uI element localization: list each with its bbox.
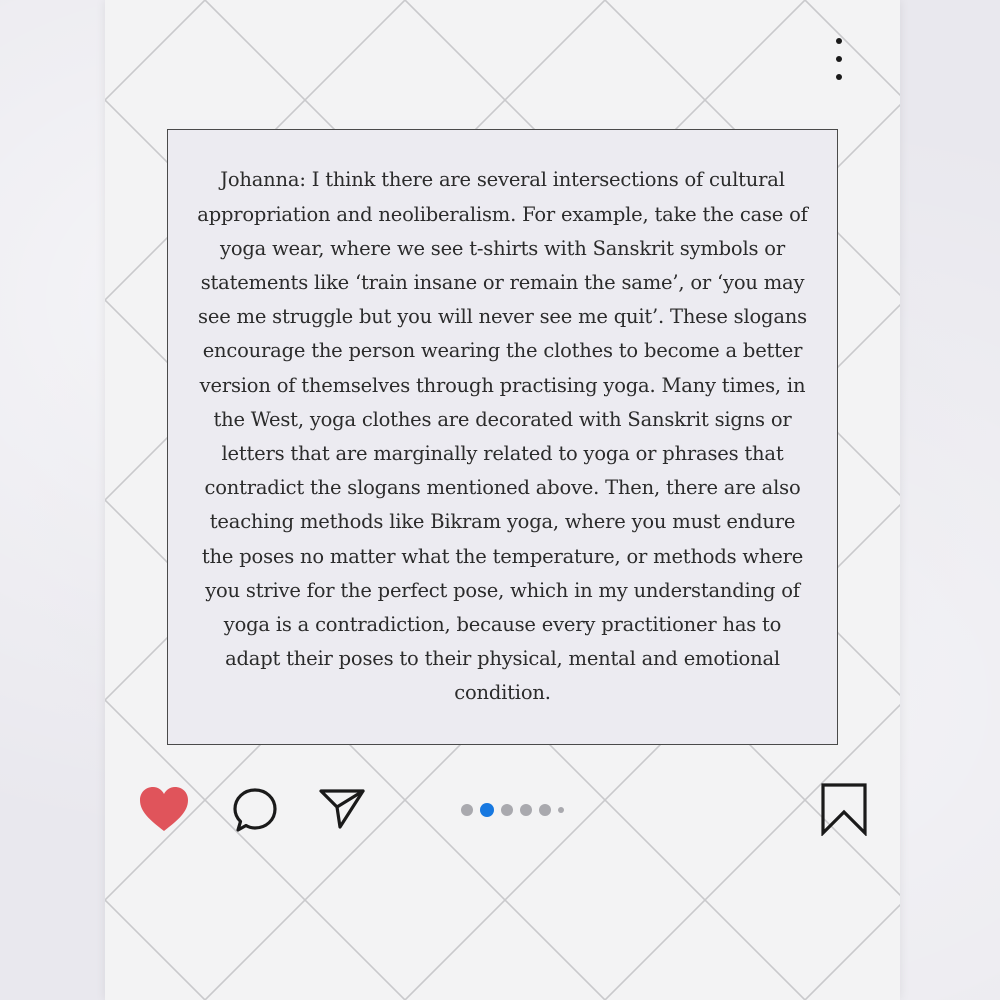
carousel-dot <box>558 807 564 813</box>
like-button[interactable] <box>138 784 190 836</box>
carousel-dot-active <box>480 803 494 817</box>
quote-box <box>167 129 838 745</box>
share-button[interactable] <box>318 786 366 830</box>
carousel-dot <box>501 804 513 816</box>
carousel-dot <box>520 804 532 816</box>
more-vertical-icon-dot <box>836 56 842 62</box>
carousel-dot <box>461 804 473 816</box>
more-vertical-icon <box>836 38 842 44</box>
post-card <box>105 0 900 1000</box>
carousel-dot <box>539 804 551 816</box>
comment-bubble-icon <box>231 786 279 834</box>
carousel-indicator <box>461 802 564 818</box>
quote-text: Johanna: I think there are several intersections of cultural appropriation and neoliberalism. For example, take the case of yoga wear, where we see t-shirts with Sanskrit symbols or statements like ‘train insane or remain the same’, or ‘you may see me struggle but you will never see me quit’. These slogans encourage the person wearing the clothes to become a better version of themselves through practising yoga. Many times, in the West, yoga clothes are decorated with Sanskrit signs or letters that are marginally related to yoga or phrases that contradict the slogans mentioned above. Then, there are also teaching methods like Bikram yoga, where you must endure the poses no matter what the temperature, or methods where you strive for the perfect pose, which in my understanding of yoga is a contradiction, because every practitioner has to adapt their poses to their physical, mental and emotional condition. <box>197 168 808 705</box>
bookmark-button[interactable] <box>820 782 868 836</box>
comment-button[interactable] <box>231 786 279 834</box>
more-vertical-icon-dot <box>836 74 842 80</box>
heart-icon <box>138 784 190 836</box>
bookmark-icon <box>820 782 868 836</box>
more-options-button[interactable] <box>827 38 851 80</box>
paper-plane-icon <box>318 786 366 830</box>
